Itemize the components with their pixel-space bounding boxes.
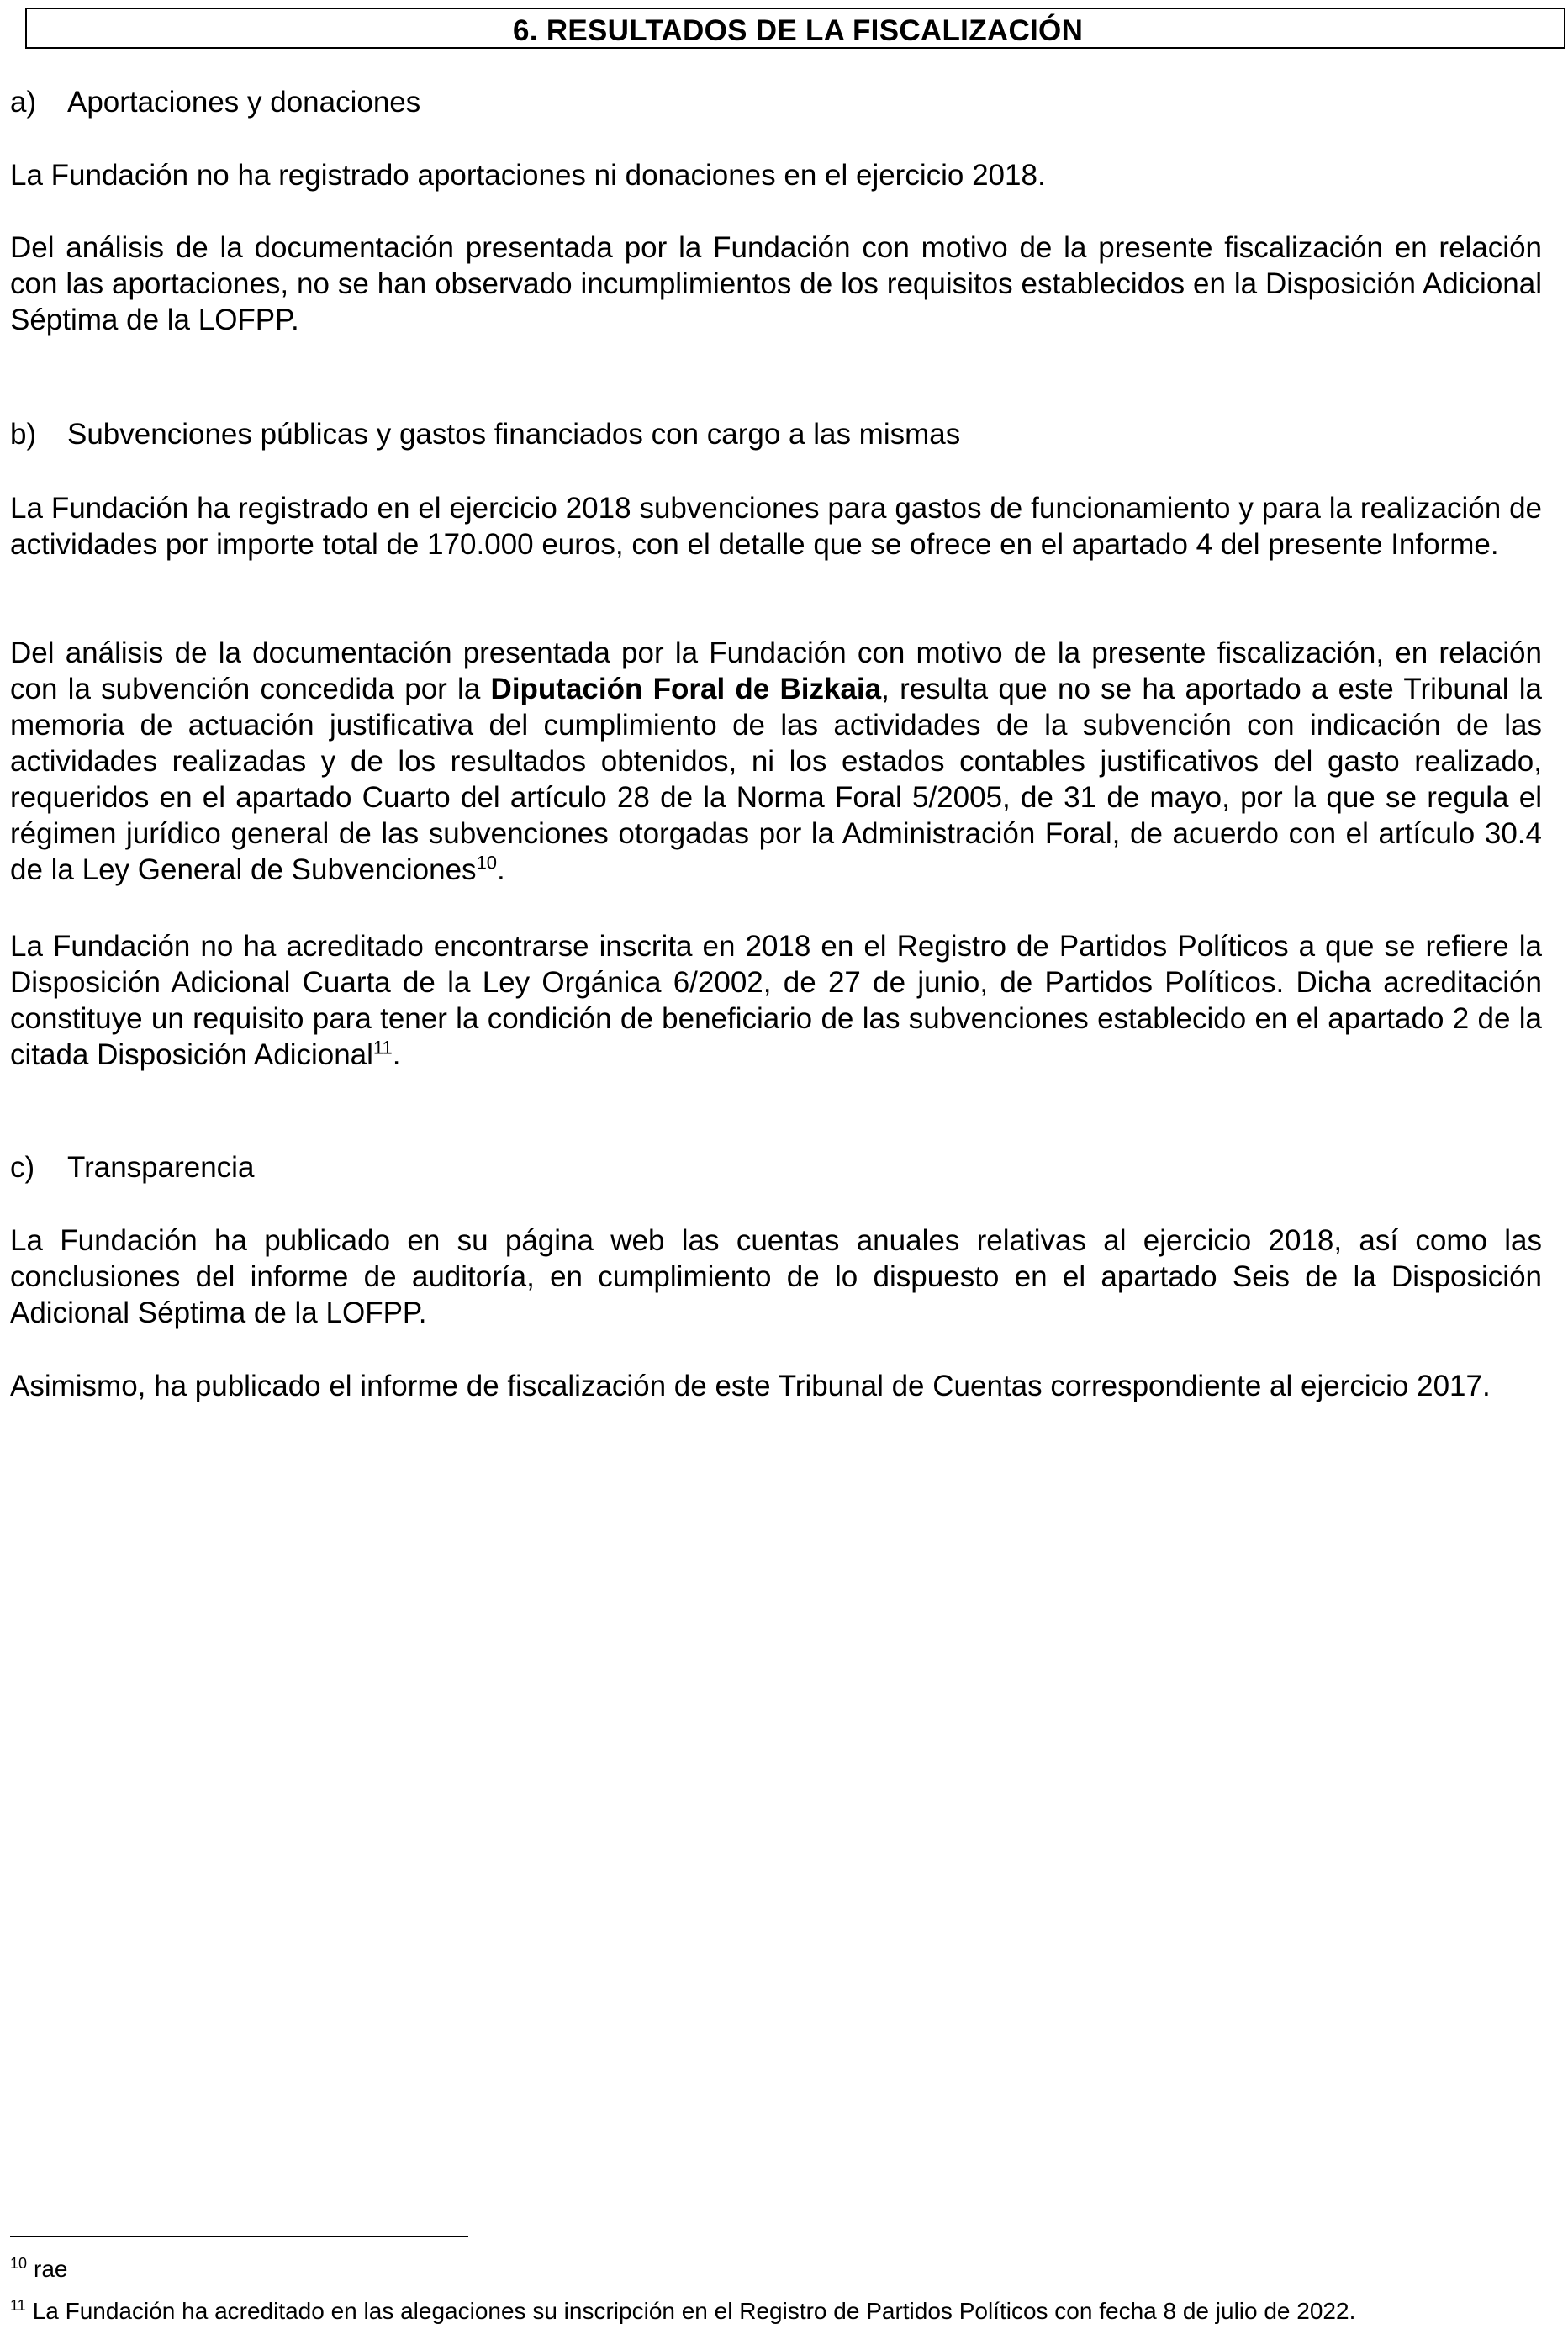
paragraph-b3 — [10, 928, 1542, 1073]
heading-b-text: Subvenciones públicas y gastos financiados con cargo a las mismas — [67, 418, 961, 451]
footnote-11-number: 11 — [10, 2296, 26, 2314]
heading-a-text: Aportaciones y donaciones — [67, 86, 421, 119]
heading-b — [10, 418, 960, 451]
heading-b-letter: b) — [10, 418, 37, 451]
footnote-separator — [10, 2236, 468, 2237]
paragraph-c1: La Fundación ha publicado en su página web las cuentas anuales relativas al ejercicio 2018, así como las conclusiones del informe de auditoría, en cumplimiento de lo dispuesto en el apartado Seis de la Disposición Adicional Séptima de la LOFPP. — [10, 1224, 1542, 1329]
footnote-10-number: 10 — [10, 2254, 28, 2272]
heading-c — [10, 1151, 254, 1185]
paragraph-b3-text: La Fundación no ha acreditado encontrarse inscrita en 2018 en el Registro de Partidos Políticos a que se refiere la Disposición Adicional Cuarta de la Ley Orgánica 6/2002, de 27 de junio, de Partidos Políticos. Dicha acreditación constituye un requisito para tener la condición de beneficiario de las subvenciones establecido en el apartado 2 de la citada Disposición Adicional — [10, 930, 1542, 1071]
paragraph-a1: La Fundación no ha registrado aportaciones ni donaciones en el ejercicio 2018. — [10, 159, 1046, 192]
paragraph-b2-entity: Diputación Foral de Bizkaia — [490, 673, 882, 705]
paragraph-b2-rest: , resulta que no se ha aportado a este Tribunal la memoria de actuación justificativa del cumplimiento de las actividades de la subvención con indicación de las actividades realizadas y de los resultados obtenidos, ni los estados contables justificativos del gasto realizado, requeridos en el apartado Cuarto del artículo 28 de la Norma Foral 5/2005, de 31 de mayo, por la que se regula el régimen jurídico general de las subvenciones otorgadas por la Administración Foral, de acuerdo con el artículo 30.4 de la Ley General de Subvenciones — [10, 673, 1542, 886]
paragraph-b2 — [10, 635, 1542, 888]
paragraph-b2-start: Del análisis de la documentación presentada por la Fundación con motivo de la presente fiscalización, en relación con la subvención concedida por la — [10, 636, 1542, 705]
paragraph-b2-end: . — [497, 853, 505, 886]
footnote-10-text: rae — [34, 2256, 68, 2282]
paragraph-b1: La Fundación ha registrado en el ejercicio 2018 subvenciones para gastos de funcionamiento y para la realización de actividades por importe total de 170.000 euros, con el detalle que se ofrece en el apartado 4 del presente Informe. — [10, 492, 1542, 561]
paragraph-a2: Del análisis de la documentación presentada por la Fundación con motivo de la presente fiscalización en relación con las aportaciones, no se han observado incumplimientos de los requisitos establecidos en la Disposición Adicional Séptima de la LOFPP. — [10, 231, 1542, 336]
paragraph-c2: Asimismo, ha publicado el informe de fiscalización de este Tribunal de Cuentas correspondiente al ejercicio 2017. — [10, 1370, 1491, 1402]
paragraph-b3-end: . — [392, 1038, 401, 1071]
footnote-ref-10[interactable]: 10 — [476, 852, 498, 874]
heading-a — [10, 86, 420, 119]
footnote-ref-11[interactable]: 11 — [372, 1037, 393, 1059]
footnote-11-text: La Fundación ha acreditado en las alegaciones su inscripción en el Registro de Partidos Políticos con fecha 8 de julio de 2022. — [32, 2298, 1356, 2324]
footnote-11 — [10, 2298, 1355, 2325]
heading-c-letter: c) — [10, 1151, 35, 1184]
heading-c-text: Transparencia — [67, 1151, 255, 1184]
section-title: 6. RESULTADOS DE LA FISCALIZACIÓN — [513, 14, 1084, 47]
heading-a-letter: a) — [10, 86, 37, 119]
footnote-10 — [10, 2256, 68, 2283]
section-title-box — [25, 8, 1565, 49]
